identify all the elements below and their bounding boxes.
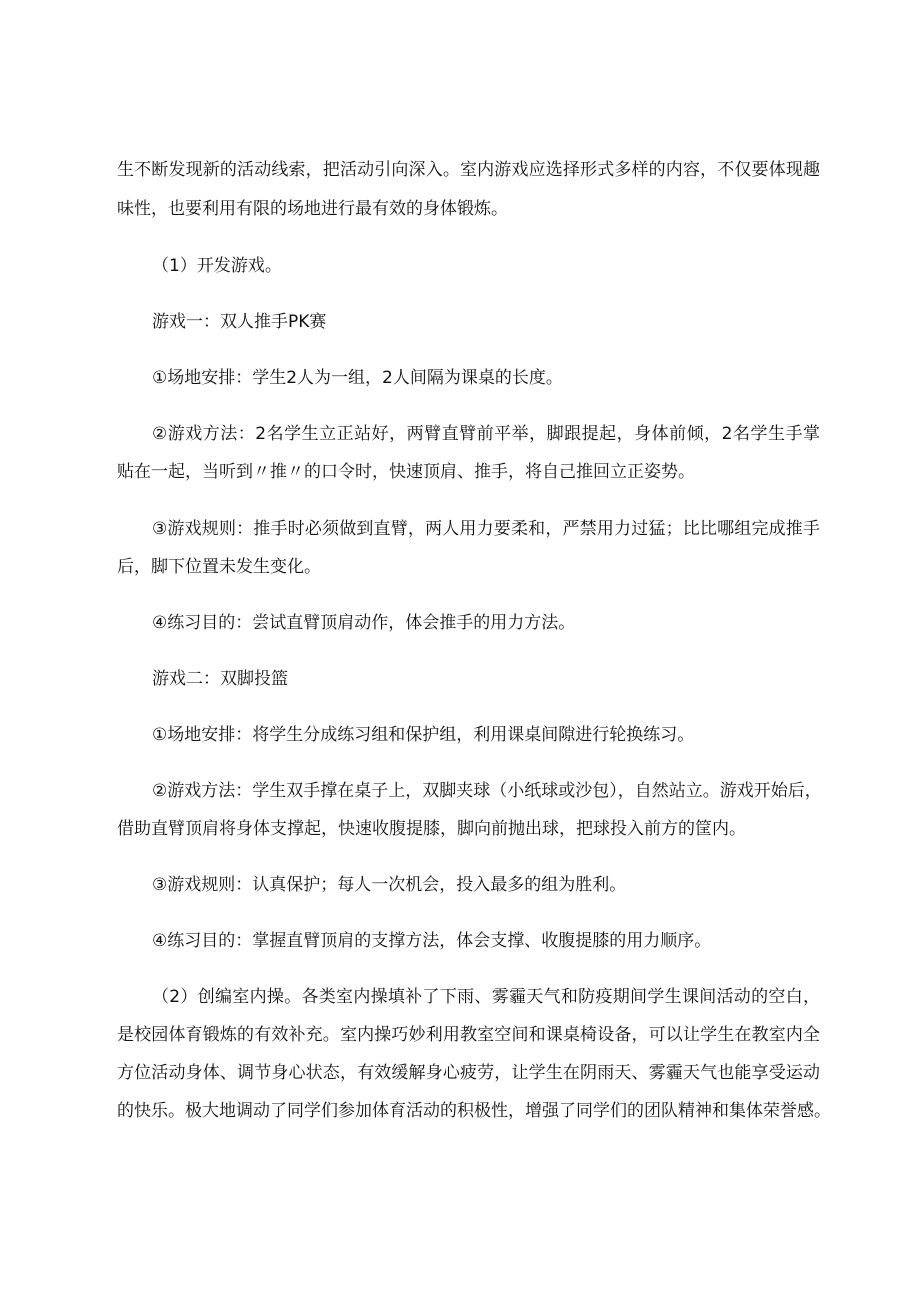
text-line: 贴在一起，当听到〃推〃的口令时，快速顶肩、推手，将自己推回立正姿势。 — [117, 462, 695, 482]
text-line: ①场地安排：学生2人为一组，2人间隔为课桌的长度。 — [152, 368, 563, 388]
text-line: 游戏一：双人推手PK赛 — [152, 312, 327, 332]
text-line: 味性，也要利用有限的场地进行最有效的身体锻炼。 — [117, 199, 508, 219]
text-line: 方位活动身体、调节身心状态，有效缓解身心疲劳，让学生在阴雨天、雾霾天气也能享受运动 — [117, 1063, 820, 1083]
text-line: ③游戏规则：认真保护；每人一次机会，投入最多的组为胜利。 — [152, 875, 627, 895]
text-line: 后，脚下位置未发生变化。 — [117, 557, 321, 577]
text-line: 生不断发现新的活动线索，把活动引向深入。室内游戏应选择形式多样的内容，不仅要体现趣 — [117, 160, 820, 180]
text-line: ③游戏规则：推手时必须做到直臂，两人用力要柔和，严禁用力过猛；比比哪组完成推手 — [152, 519, 820, 539]
text-line: 的快乐。极大地调动了同学们参加体育活动的积极性，增强了同学们的团队精神和集体荣誉感。 — [117, 1101, 831, 1121]
text-line: 游戏二：双脚投篮 — [152, 669, 288, 689]
text-line: ②游戏方法：2名学生立正站好，两臂直臂前平举，脚跟提起，身体前倾，2名学生手掌 — [152, 424, 820, 444]
text-line: ②游戏方法：学生双手撑在桌子上，双脚夹球（小纸球或沙包），自然站立。游戏开始后， — [152, 781, 822, 801]
text-line: ④练习目的：尝试直臂顶肩动作，体会推手的用力方法。 — [152, 613, 576, 633]
text-line: ①场地安排：将学生分成练习组和保护组，利用课桌间隙进行轮换练习。 — [152, 725, 695, 745]
text-line: （2）创编室内操。各类室内操填补了下雨、雾霾天气和防疫期间学生课间活动的空白， — [152, 987, 820, 1007]
text-line: ④练习目的：掌握直臂顶肩的支撑方法，体会支撑、收腹提膝的用力顺序。 — [152, 931, 712, 951]
text-line: 借助直臂顶肩将身体支撑起，快速收腹提膝，脚向前抛出球，把球投入前方的筐内。 — [117, 819, 746, 839]
text-line: 是校园体育锻炼的有效补充。室内操巧妙利用教室空间和课桌椅设备，可以让学生在教室内全 — [117, 1025, 820, 1045]
text-line: （1）开发游戏。 — [152, 256, 282, 276]
